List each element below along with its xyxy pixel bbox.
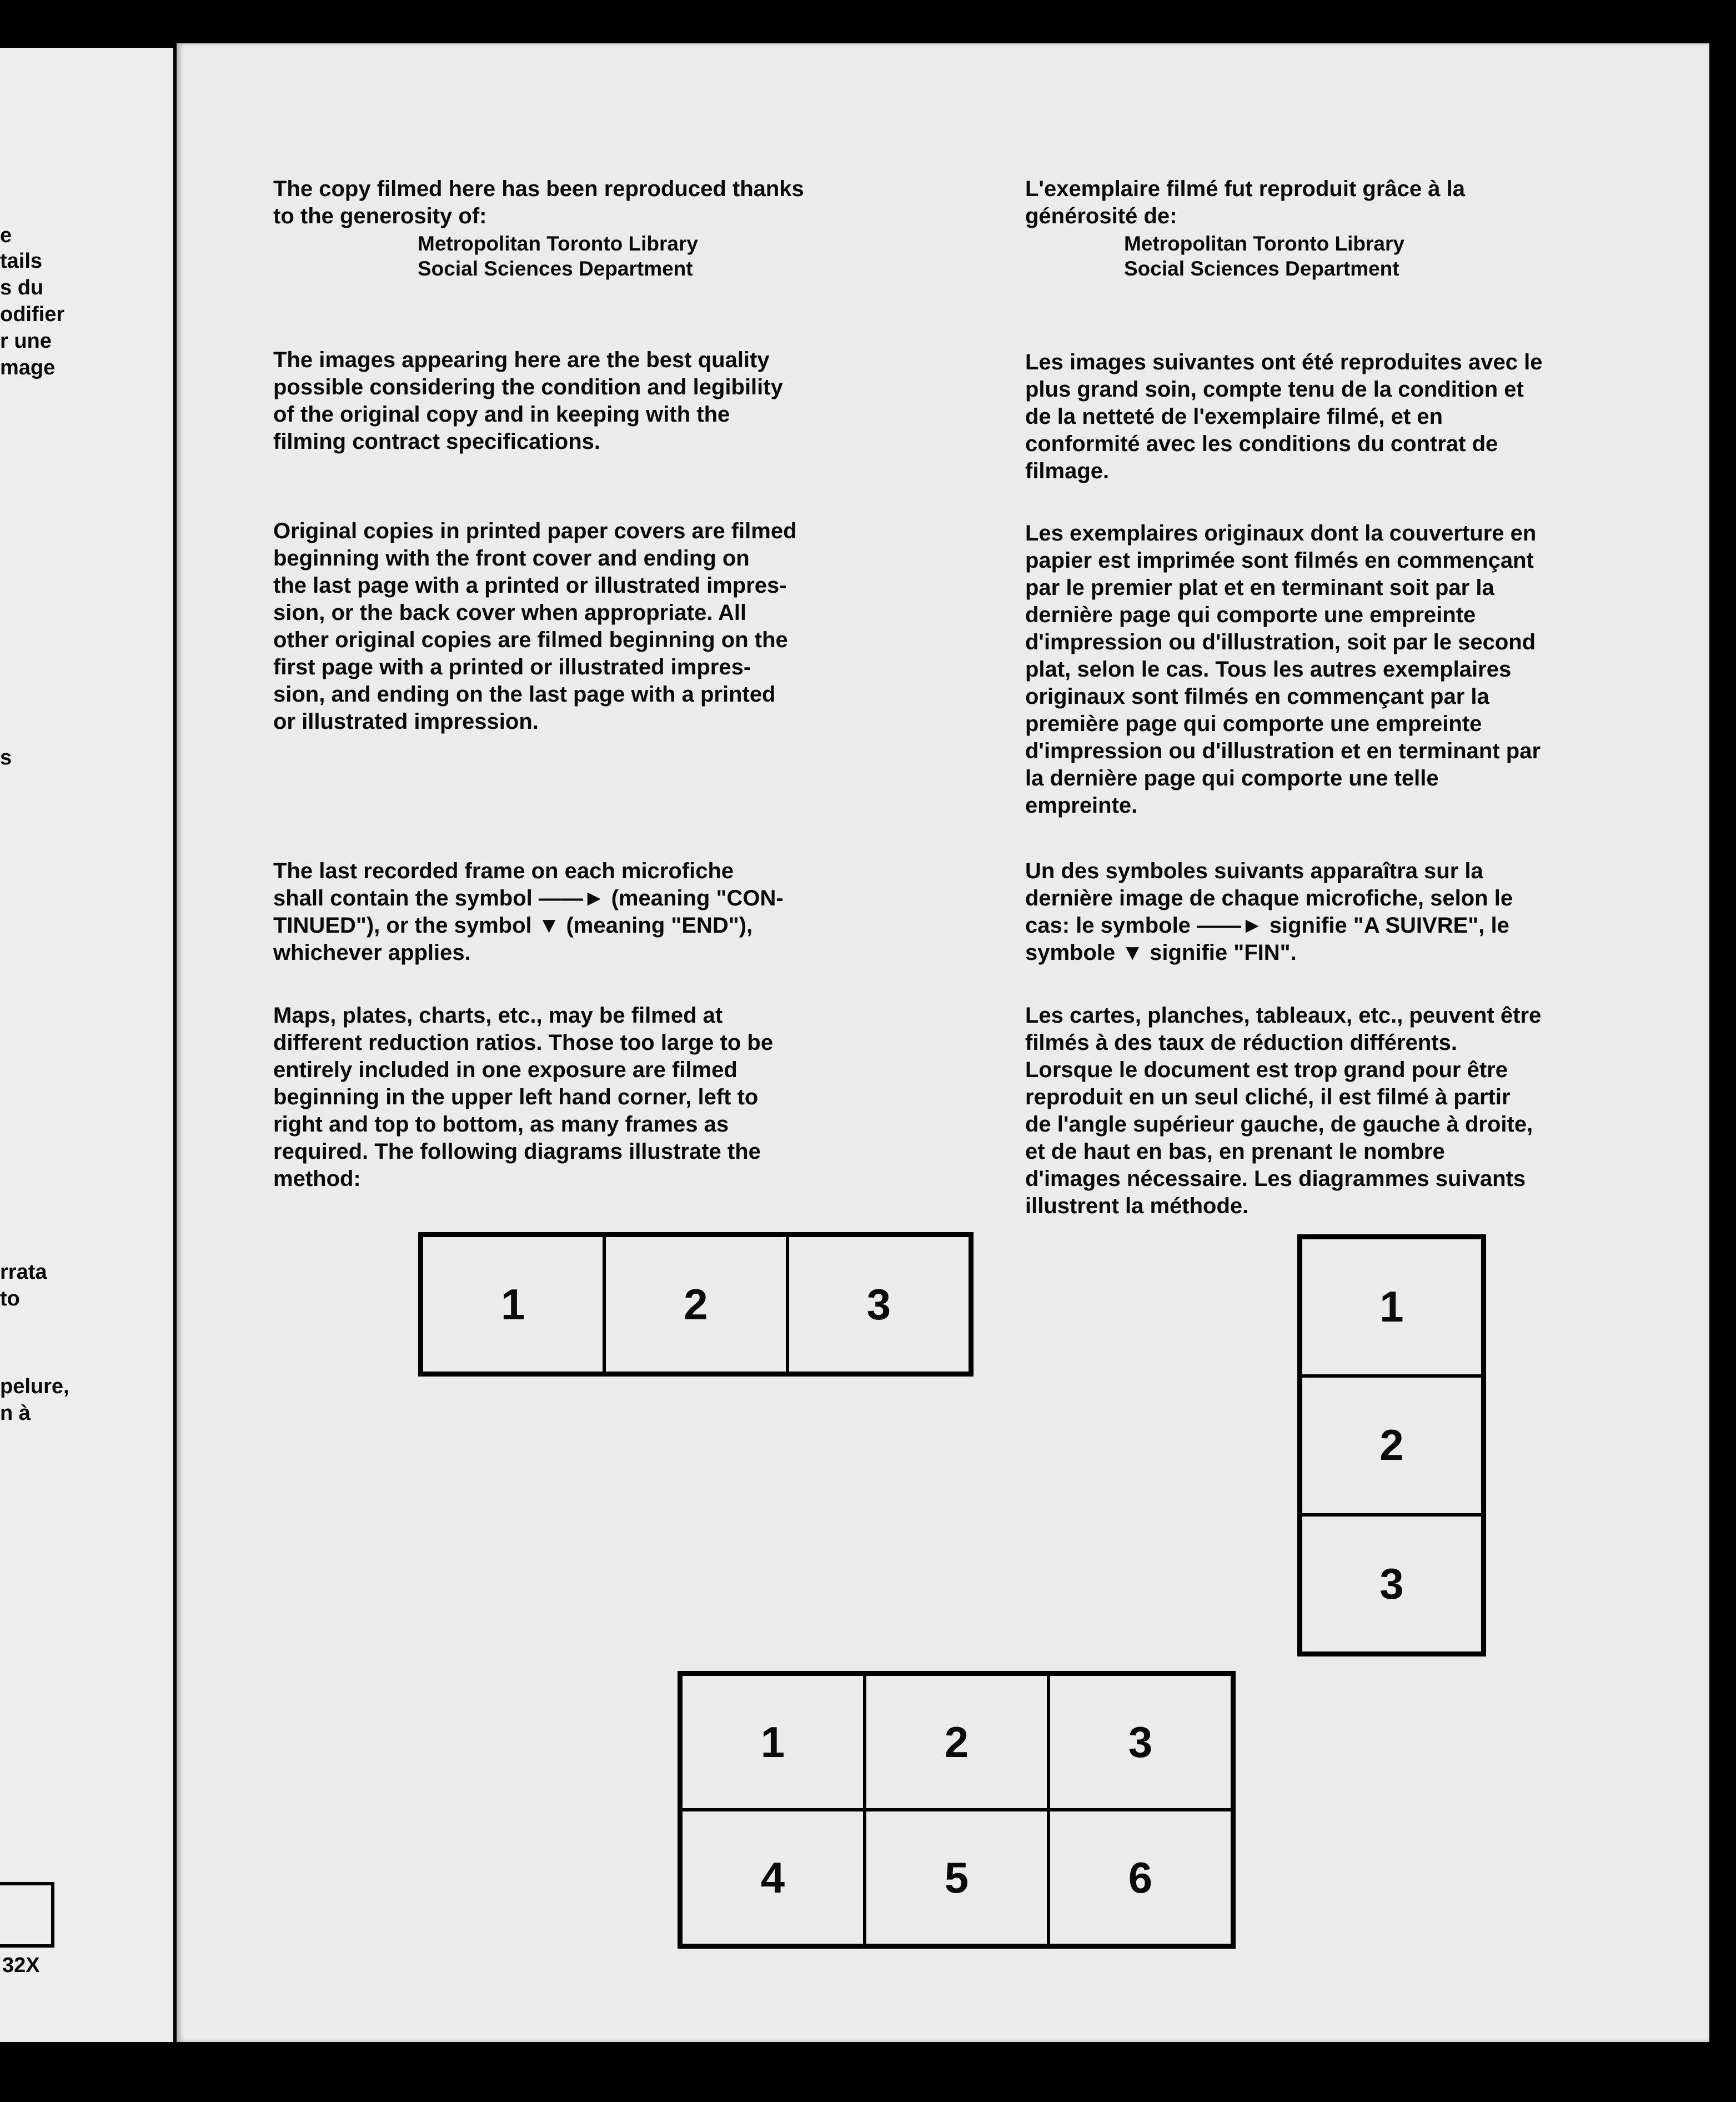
prev-text-fragment: n à [0, 1402, 31, 1425]
en-symbols-paragraph: The last recorded frame on each microfiche shall contain the symbol ——► (meaning "CON- TINUED"), or the symbol ▼ (meaning "END"), whichever applies. [273, 859, 784, 965]
fr-maps-paragraph: Les cartes, planches, tableaux, etc., peuvent être filmés à des taux de réduction différents. Lorsque le document est trop grand pour être reproduit en un seul cliché, il est filmé à partir de l'angle supérieur gauche, de gauche à droite, et de haut en bas, en prenant le nombre d'images nécessaire. Les diagrammes suivants illustrent la méthode. [1025, 1003, 1542, 1218]
fr-symbols-paragraph: Un des symboles suivants apparaîtra sur la dernière image de chaque microfiche, selon le cas: le symbole ——► signifie "A SUIVRE", le symbole ▼ signifie "FIN". [1025, 859, 1513, 965]
prev-text-fragment: s [0, 746, 12, 769]
diagram-frame: 3 [1301, 1515, 1483, 1653]
fr-original-copies-paragraph: Les exemplaires originaux dont la couverture en papier est imprimée sont filmés en commençant par le premier plat et en terminant soit par la dernière page qui comporte une empreinte d'impression ou d'illustration, soit par le second plat, selon le cas. Tous les autres exemplaires originaux sont filmés en commençant par la première page qui comporte une empreinte d'impression ou d'illustration et en terminant par la dernière page qui comporte une telle empreinte. [1025, 521, 1541, 818]
diagram-frame: 2 [865, 1674, 1048, 1810]
diagram-frame: 1 [681, 1674, 865, 1810]
prev-text-fragment: e [0, 224, 12, 247]
prev-text-fragment: to [0, 1287, 20, 1310]
en-image-quality-paragraph: The images appearing here are the best quality possible considering the condition and legibility of the original copy and in keeping with the filming contract specifications. [273, 348, 783, 454]
fr-image-quality-paragraph: Les images suivantes ont été reproduites avec le plus grand soin, compte tenu de la condition et de la netteté de l'exemplaire filmé, et en conformité avec les conditions du contrat de filmage. [1025, 350, 1543, 483]
prev-text-fragment: r une [0, 329, 52, 353]
en-original-copies-paragraph: Original copies in printed paper covers are filmed beginning with the front cover and ending on the last page with a printed or illustrated impres- sion, or the back cover when appropriate. All other original copies are filmed beginning on the first page with a printed or illustrated impres- sion, and ending on the last page with a printed or illustrated impression. [273, 519, 797, 734]
prev-reduction-box [0, 1882, 54, 1948]
prev-scale-label: 32X [2, 1954, 40, 1977]
fr-acknowledgement: L'exemplaire filmé fut reproduit grâce à la générosité de: [1025, 177, 1465, 228]
prev-text-fragment: tails [0, 249, 43, 273]
diagram-frame: 4 [681, 1810, 865, 1945]
diagram-horizontal-3 [418, 1232, 974, 1377]
prev-text-fragment: rrata [0, 1260, 47, 1284]
diagram-frame: 6 [1048, 1810, 1232, 1945]
diagram-vertical-3 [1297, 1234, 1486, 1656]
diagram-frame: 5 [865, 1810, 1048, 1945]
en-library-credit: Metropolitan Toronto Library Social Sciences Department [418, 232, 698, 280]
diagram-frame: 1 [1301, 1238, 1483, 1376]
previous-page-edge [0, 48, 173, 2042]
prev-text-fragment: mage [0, 356, 56, 379]
document-page [177, 43, 1709, 2042]
diagram-frame: 2 [604, 1235, 787, 1373]
diagram-frame: 1 [422, 1235, 604, 1373]
diagram-frame: 2 [1301, 1376, 1483, 1514]
diagram-frame: 3 [1048, 1674, 1232, 1810]
fr-library-credit: Metropolitan Toronto Library Social Sciences Department [1124, 232, 1404, 280]
en-maps-paragraph: Maps, plates, charts, etc., may be filmed at different reduction ratios. Those too large to be entirely included in one exposure are filmed beginning in the upper left hand corner, left to right and top to bottom, as many frames as required. The following diagrams illustrate the method: [273, 1003, 774, 1191]
diagram-grid-2x3 [678, 1671, 1236, 1949]
prev-text-fragment: s du [0, 276, 44, 299]
en-acknowledgement: The copy filmed here has been reproduced thanks to the generosity of: [273, 177, 804, 228]
prev-text-fragment: odifier [0, 303, 65, 326]
prev-text-fragment: pelure, [0, 1375, 69, 1398]
diagram-frame: 3 [787, 1235, 970, 1373]
